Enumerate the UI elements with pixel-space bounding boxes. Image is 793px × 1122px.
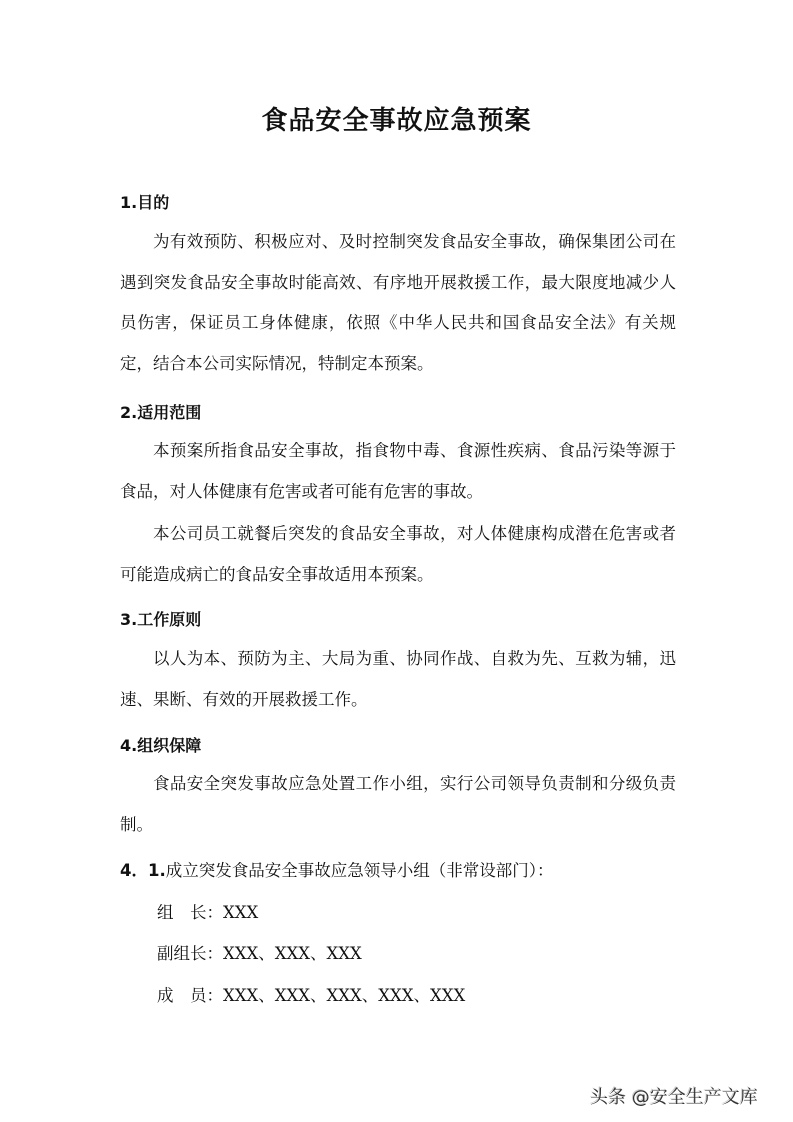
member-row-leader	[157, 899, 258, 923]
section-paragraph: 为有效预防、积极应对、及时控制突发食品安全事故，确保集团公司在遇到突发食品安全事故时能高效、有序地开展救援工作，最大限度地减少人员伤害，保证员工身体健康，依照《中华人民共和国食品安全法》有关规定，结合本公司实际情况，特制定本预案。	[120, 232, 676, 373]
subsection-text: 成立突发食品安全事故应急领导小组（非常设部门）：	[165, 861, 554, 880]
member-row-members	[157, 982, 465, 1006]
section-paragraph: 食品安全突发事故应急处置工作小组，实行公司领导负责制和分级负责制。	[120, 774, 676, 834]
section-heading-principles: 3.工作原则	[120, 610, 202, 629]
subsection-4-1	[120, 857, 553, 881]
subsection-number: 4．1.	[120, 861, 166, 880]
member-role: 副组长：	[157, 944, 223, 963]
section-heading-purpose: 1.目的	[120, 193, 170, 212]
section-paragraph: 本公司员工就餐后突发的食品安全事故，对人体健康构成潜在危害或者可能造成病亡的食品安全事故适用本预案。	[120, 524, 676, 584]
section-paragraph: 本预案所指食品安全事故，指食物中毒、食源性疾病、食品污染等源于食品，对人体健康有危害或者可能有危害的事故。	[120, 441, 676, 501]
section-heading-scope: 2.适用范围	[120, 403, 202, 422]
member-row-deputy	[157, 940, 362, 964]
document-title: 食品安全事故应急预案	[261, 106, 532, 136]
section-paragraph: 以人为本、预防为主、大局为重、协同作战、自救为先、互救为辅，迅速、果断、有效的开展救援工作。	[120, 649, 676, 709]
member-role: 组 长：	[157, 903, 223, 922]
member-names: XXX、XXX、XXX	[223, 944, 362, 963]
member-names: XXX、XXX、XXX、XXX、XXX	[223, 986, 466, 1005]
member-role: 成 员：	[157, 986, 223, 1005]
member-names: XXX	[223, 903, 259, 922]
section-heading-organization: 4.组织保障	[120, 736, 202, 755]
watermark: 头条 @安全生产文库	[590, 1087, 758, 1108]
